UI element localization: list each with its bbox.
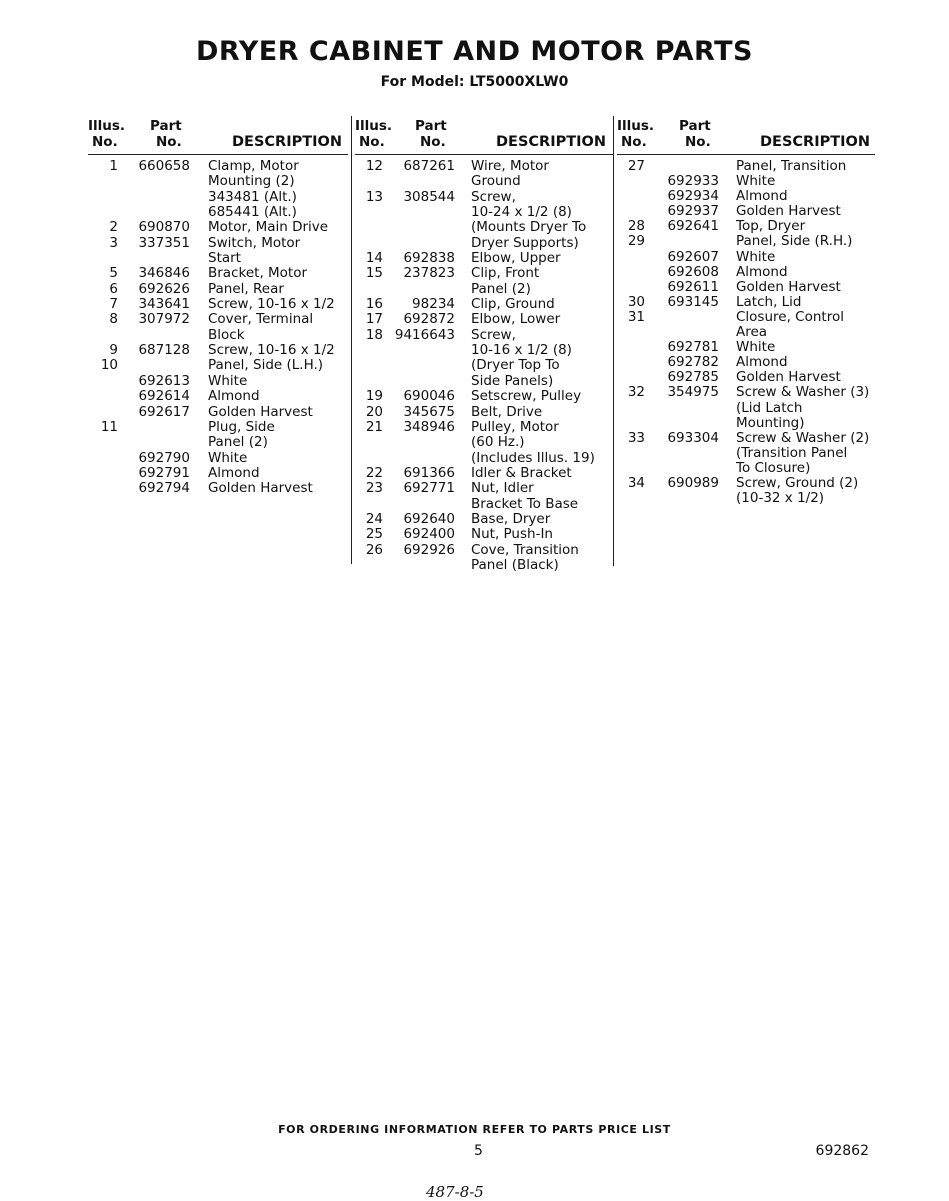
part-number: 348946: [403, 418, 455, 435]
part-number: 692794: [138, 480, 190, 497]
illus-number: 30: [627, 293, 645, 310]
part-row: [88, 281, 348, 296]
part-description: (Transition Panel: [736, 444, 848, 461]
part-header: Part: [679, 118, 711, 134]
illus-number: 24: [365, 510, 383, 527]
part-number: 692608: [667, 263, 719, 280]
part-row: [617, 249, 875, 264]
part-description: Screw & Washer (2): [736, 429, 870, 446]
part-description: Panel (2): [471, 280, 531, 297]
part-description: Panel (2): [208, 434, 268, 451]
column-header: [355, 118, 613, 155]
illus-number: 22: [365, 464, 383, 481]
part-row: [617, 324, 875, 339]
illus-number: 15: [365, 265, 383, 282]
part-row: [355, 281, 613, 296]
parts-column-3: [617, 118, 875, 505]
part-number: 692771: [403, 480, 455, 497]
part-description: Golden Harvest: [736, 278, 841, 295]
ordering-note: FOR ORDERING INFORMATION REFER TO PARTS PRICE LIST: [278, 1123, 671, 1136]
part-description: 685441 (Alt.): [208, 204, 297, 221]
part-number: 307972: [138, 311, 190, 328]
model-subtitle: For Model: LT5000XLW0: [380, 74, 569, 90]
part-description: Mounting): [736, 414, 805, 431]
illus-number: 25: [365, 526, 383, 543]
part-description: (10-32 x 1/2): [736, 490, 825, 507]
page-title: DRYER CABINET AND MOTOR PARTS: [196, 36, 753, 67]
part-description: White: [208, 449, 248, 466]
part-row: [617, 475, 875, 490]
part-number: 692872: [403, 311, 455, 328]
part-number: 692933: [667, 173, 719, 190]
part-row: [355, 480, 613, 495]
part-number: 343641: [138, 296, 190, 313]
part-description: (60 Hz.): [471, 434, 525, 451]
part-row: [88, 204, 348, 219]
part-number: 692607: [667, 248, 719, 265]
part-description: Almond: [208, 388, 260, 405]
part-row: [88, 404, 348, 419]
part-row: [617, 490, 875, 505]
part-number: 687261: [403, 158, 455, 174]
part-description: Clip, Ground: [471, 296, 555, 313]
part-number: 692614: [138, 388, 190, 405]
part-row: [355, 235, 613, 250]
document-number: 692862: [815, 1143, 869, 1159]
part-row: [617, 354, 875, 369]
part-row: [355, 465, 613, 480]
illus-number: 28: [627, 218, 645, 235]
part-description: To Closure): [736, 459, 811, 476]
part-description: Clip, Front: [471, 265, 540, 282]
part-number: 346846: [138, 265, 190, 282]
illus-number: 7: [109, 296, 118, 313]
parts-column-1: [88, 118, 348, 496]
part-number: 692934: [667, 188, 719, 205]
illus-number: 29: [627, 233, 645, 250]
part-number: 693145: [667, 293, 719, 310]
part-number: 690989: [667, 474, 719, 491]
illus-number: 10: [100, 357, 118, 374]
part-row: [355, 357, 613, 372]
part-description: 343481 (Alt.): [208, 188, 297, 205]
part-row: [355, 250, 613, 265]
part-row: [355, 204, 613, 219]
part-number: 691366: [403, 464, 455, 481]
part-row: [617, 158, 875, 173]
part-description: Panel, Rear: [208, 280, 284, 297]
part-number: 692400: [403, 526, 455, 543]
part-number: 692640: [403, 510, 455, 527]
part-row: [88, 419, 348, 434]
part-number: 692611: [667, 278, 719, 295]
part-number: 692790: [138, 449, 190, 466]
part-row: [88, 434, 348, 449]
part-number: 692781: [667, 339, 719, 356]
part-number: 692626: [138, 280, 190, 297]
part-row: [355, 419, 613, 434]
illus-header: Illus.: [355, 118, 393, 134]
part-row: [355, 511, 613, 526]
part-number: 692838: [403, 250, 455, 267]
part-row: [88, 450, 348, 465]
part-description: (Includes Illus. 19): [471, 449, 595, 466]
illus-number: 2: [109, 219, 118, 236]
part-row: [355, 296, 613, 311]
part-number: 692785: [667, 369, 719, 386]
illus-no-header: No.: [92, 134, 118, 150]
illus-number: 17: [365, 311, 383, 328]
part-number: 660658: [138, 158, 190, 174]
part-description: Side Panels): [471, 372, 554, 389]
part-description: Latch, Lid: [736, 293, 802, 310]
part-row: [355, 173, 613, 188]
part-number: 692641: [667, 218, 719, 235]
part-row: [355, 327, 613, 342]
part-description: White: [736, 248, 776, 265]
part-description: Ground: [471, 173, 521, 190]
part-description: Switch, Motor: [208, 234, 301, 251]
part-no-header: No.: [420, 134, 446, 150]
part-description: Mounting (2): [208, 173, 295, 190]
part-row: [88, 311, 348, 326]
part-row: [355, 542, 613, 557]
part-description: Panel, Transition: [736, 158, 847, 174]
part-description: Golden Harvest: [736, 369, 841, 386]
part-description: Area: [736, 324, 768, 341]
description-header: DESCRIPTION: [760, 134, 870, 150]
part-description: Almond: [736, 188, 788, 205]
column-header: [617, 118, 875, 155]
part-row: [355, 158, 613, 173]
illus-number: 13: [365, 188, 383, 205]
illus-number: 27: [627, 158, 645, 174]
part-row: [355, 526, 613, 541]
part-description: 10-16 x 1/2 (8): [471, 342, 572, 359]
handwritten-note: 487-8-5: [426, 1183, 484, 1201]
part-description: Elbow, Lower: [471, 311, 561, 328]
part-row: [355, 404, 613, 419]
illus-no-header: No.: [359, 134, 385, 150]
illus-number: 19: [365, 388, 383, 405]
part-row: [355, 189, 613, 204]
part-number: 692613: [138, 372, 190, 389]
part-description: (Lid Latch: [736, 399, 803, 416]
part-number: 237823: [403, 265, 455, 282]
part-row: [617, 339, 875, 354]
part-description: Wire, Motor: [471, 158, 549, 174]
part-row: [355, 373, 613, 388]
part-description: (Dryer Top To: [471, 357, 560, 374]
part-row: [355, 342, 613, 357]
part-description: Nut, Idler: [471, 480, 534, 497]
part-description: Cove, Transition: [471, 541, 579, 558]
part-row: [355, 434, 613, 449]
part-number: 337351: [138, 234, 190, 251]
part-row: [617, 309, 875, 324]
illus-number: 16: [365, 296, 383, 313]
part-row: [88, 219, 348, 234]
part-row: [617, 233, 875, 248]
illus-number: 21: [365, 418, 383, 435]
part-description: Closure, Control: [736, 308, 844, 325]
part-number: 690046: [403, 388, 455, 405]
part-row: [88, 265, 348, 280]
part-row: [88, 357, 348, 372]
part-row: [617, 430, 875, 445]
part-description: Start: [208, 250, 241, 267]
part-description: Top, Dryer: [736, 218, 806, 235]
part-row: [88, 342, 348, 357]
part-row: [617, 384, 875, 399]
part-row: [617, 294, 875, 309]
part-description: Nut, Push-In: [471, 526, 553, 543]
illus-number: 18: [365, 326, 383, 343]
part-number: 692782: [667, 354, 719, 371]
part-description: Panel (Black): [471, 556, 559, 573]
part-description: Panel, Side (R.H.): [736, 233, 853, 250]
illus-number: 3: [109, 234, 118, 251]
part-number: 690870: [138, 219, 190, 236]
part-description: Bracket To Base: [471, 495, 579, 512]
illus-number: 34: [627, 474, 645, 491]
illus-number: 33: [627, 429, 645, 446]
part-number: 692937: [667, 203, 719, 220]
part-row: [355, 557, 613, 572]
part-description: Golden Harvest: [208, 480, 313, 497]
illus-number: 5: [109, 265, 118, 282]
illus-number: 1: [109, 158, 118, 174]
illus-number: 26: [365, 541, 383, 558]
part-row: [355, 311, 613, 326]
part-row: [88, 480, 348, 495]
part-description: Almond: [736, 354, 788, 371]
part-header: Part: [415, 118, 447, 134]
part-no-header: No.: [156, 134, 182, 150]
part-row: [617, 400, 875, 415]
part-row: [617, 369, 875, 384]
part-description: Golden Harvest: [208, 403, 313, 420]
part-number: 692926: [403, 541, 455, 558]
part-description: Screw, 10-16 x 1/2: [208, 296, 335, 313]
part-row: [617, 415, 875, 430]
part-description: Clamp, Motor: [208, 158, 299, 174]
part-description: Screw,: [471, 188, 516, 205]
illus-number: 11: [100, 418, 118, 435]
illus-no-header: No.: [621, 134, 647, 150]
part-number: 345675: [403, 403, 455, 420]
part-number: 692791: [138, 464, 190, 481]
column-divider: [613, 116, 614, 566]
part-number: 98234: [412, 296, 455, 313]
part-row: [355, 219, 613, 234]
part-row: [617, 218, 875, 233]
description-header: DESCRIPTION: [232, 134, 342, 150]
part-description: Base, Dryer: [471, 510, 551, 527]
part-description: (Mounts Dryer To: [471, 219, 587, 236]
part-row: [88, 250, 348, 265]
part-description: Almond: [736, 263, 788, 280]
illus-header: Illus.: [617, 118, 655, 134]
part-description: Setscrew, Pulley: [471, 388, 582, 405]
part-description: White: [736, 173, 776, 190]
part-row: [88, 296, 348, 311]
part-number: 687128: [138, 342, 190, 359]
part-header: Part: [150, 118, 182, 134]
illus-number: 20: [365, 403, 383, 420]
part-row: [88, 388, 348, 403]
part-description: Block: [208, 326, 245, 343]
illus-number: 32: [627, 384, 645, 401]
illus-number: 12: [365, 158, 383, 174]
part-row: [88, 235, 348, 250]
part-description: Screw & Washer (3): [736, 384, 870, 401]
part-row: [88, 373, 348, 388]
part-number: 354975: [667, 384, 719, 401]
illus-number: 6: [109, 280, 118, 297]
page-number: 5: [474, 1143, 483, 1159]
part-row: [617, 188, 875, 203]
part-row: [617, 203, 875, 218]
illus-number: 31: [627, 308, 645, 325]
part-number: 9416643: [394, 326, 455, 343]
parts-column-2: [355, 118, 613, 572]
part-row: [617, 445, 875, 460]
part-row: [355, 496, 613, 511]
part-row: [88, 327, 348, 342]
part-row: [355, 450, 613, 465]
part-row: [617, 279, 875, 294]
part-number: 308544: [403, 188, 455, 205]
part-row: [88, 158, 348, 173]
part-description: Belt, Drive: [471, 403, 543, 420]
part-description: Idler & Bracket: [471, 464, 572, 481]
part-row: [617, 173, 875, 188]
part-row: [88, 173, 348, 188]
part-row: [355, 265, 613, 280]
part-description: Motor, Main Drive: [208, 219, 329, 236]
part-description: Plug, Side: [208, 418, 275, 435]
part-description: Panel, Side (L.H.): [208, 357, 324, 374]
part-description: Screw, 10-16 x 1/2: [208, 342, 335, 359]
part-number: 692617: [138, 403, 190, 420]
part-row: [617, 264, 875, 279]
part-number: 693304: [667, 429, 719, 446]
part-description: Elbow, Upper: [471, 250, 561, 267]
part-no-header: No.: [685, 134, 711, 150]
part-row: [617, 460, 875, 475]
part-description: Screw, Ground (2): [736, 474, 859, 491]
part-description: White: [736, 339, 776, 356]
part-description: Bracket, Motor: [208, 265, 308, 282]
part-description: Golden Harvest: [736, 203, 841, 220]
illus-number: 23: [365, 480, 383, 497]
part-row: [355, 388, 613, 403]
illus-number: 9: [109, 342, 118, 359]
description-header: DESCRIPTION: [496, 134, 606, 150]
part-description: Almond: [208, 464, 260, 481]
part-description: Cover, Terminal: [208, 311, 314, 328]
illus-number: 14: [365, 250, 383, 267]
column-divider: [351, 116, 352, 564]
illus-header: Illus.: [88, 118, 126, 134]
illus-number: 8: [109, 311, 118, 328]
part-description: Pulley, Motor: [471, 418, 559, 435]
part-description: White: [208, 372, 248, 389]
part-row: [88, 189, 348, 204]
column-header: [88, 118, 348, 155]
part-description: Screw,: [471, 326, 516, 343]
part-description: Dryer Supports): [471, 234, 579, 251]
part-row: [88, 465, 348, 480]
part-description: 10-24 x 1/2 (8): [471, 204, 572, 221]
